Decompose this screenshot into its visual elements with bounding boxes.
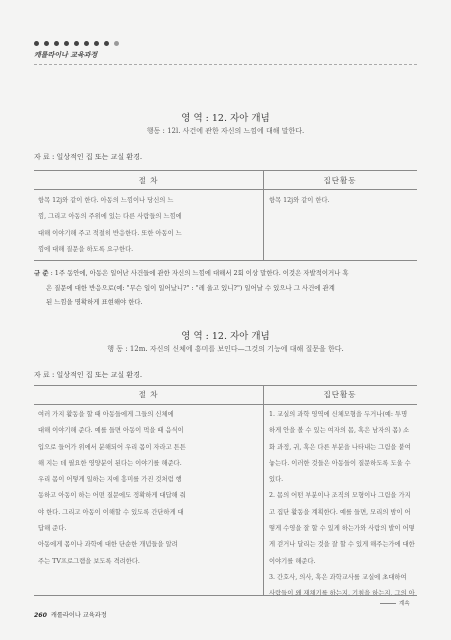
text-line: 하게 안을 볼 수 있는 여자의 몸, 혹은 남자의 몸) 소 (269, 427, 410, 435)
table2-column-divider (263, 385, 264, 595)
table1-top-rule (34, 170, 417, 171)
section2-title: 영 역 : 12. 자아 개념 (181, 331, 270, 342)
text-line: 항목 12j와 같이 한다. (269, 197, 330, 204)
criteria-text: 은 질문에 대한 반응으로(예: "무슨 일이 일어났니?" : "레 울고 있니?") 일어날 수 있으나 그 사건에 관계 (46, 283, 335, 292)
table2-group-header: 집단활동 (323, 390, 357, 399)
page-footer (34, 610, 107, 619)
text-line: 3. 간호사, 의사, 혹은 과학교사를 교실에 초대하여 (269, 573, 407, 581)
text-line: 입으로 들어가 위에서 분해되어 우리 몸이 자라고 튼튼 (38, 443, 186, 451)
text-line: 아동에게 몸이나 과학에 대한 단순한 개념들을 알려 (38, 541, 178, 549)
header-decoration-dots (34, 41, 119, 46)
table2-procedure-header: 절 차 (138, 390, 159, 399)
text-line: 주는 TV프로그램을 보도록 격려한다. (38, 557, 140, 565)
table1-procedure-header: 절 차 (138, 176, 159, 185)
running-header: 캐롤라이나 교육과정 (34, 51, 98, 59)
text-line: 놓는다. 이러한 것들은 아동들이 질문하도록 도울 수 (269, 459, 411, 467)
table1-bottom-rule (34, 260, 417, 261)
table2-procedure-cell (38, 407, 258, 570)
text-line: 야 한다. 그리고 아동이 이해할 수 있도록 간단하게 대 (38, 508, 184, 516)
text-line: 여러 가지 활동을 할 때 아동들에게 그들의 신체에 (38, 411, 174, 418)
table1-column-divider (263, 170, 264, 260)
table1-group-header: 집단활동 (323, 176, 357, 185)
criteria-text: : 1주 동안에, 아동은 일어난 사건들에 관한 자신의 느낌에 대해서 2회 이상 말한다. 이것은 자발적이거나 혹 (50, 269, 349, 277)
text-line: 떻게 수영을 잘 할 수 있게 하는가와 사람의 발이 어떻 (269, 525, 415, 533)
section1-title: 영 역 : 12. 자아 개념 (181, 113, 270, 124)
text-line: 화 과정, 귀, 혹은 다른 부분을 나타내는 그림을 붙여 (269, 443, 411, 451)
section2-activity: 행 동 : 12m. 자신의 신체에 흥미를 보인다—그것의 기능에 대해 질문을 한다. (107, 345, 344, 353)
table2-top-rule (34, 385, 417, 386)
section1-activity: 행동 : 12l. 사건에 관한 자신의 느낌에 대해 말한다. (146, 127, 305, 135)
text-line: 있다. (269, 476, 284, 484)
text-line: 1. 교실의 과학 영역에 신체모형을 두거나(예: 투명 (269, 411, 408, 418)
text-line: 대해 이야기해 준다. 예를 들면 아동이 먹을 때 음식이 (38, 427, 184, 435)
criteria-text: 된 느낌을 명확하게 표현해야 한다. (46, 298, 143, 306)
page-number: 260 (34, 612, 47, 619)
criteria-label: 규 준 (34, 269, 49, 277)
text-line: 대해 이야기해 주고 적절히 반응한다. 또한 아동이 느 (38, 229, 182, 237)
table2-group-cell (269, 407, 415, 603)
table1-procedure-cell (38, 193, 258, 258)
text-line: 우리 몸이 어떻게 일하는 지에 흥미를 가진 것처럼 행 (38, 476, 182, 484)
text-line: 답해 준다. (38, 525, 67, 533)
text-line: 이야기를 해준다. (269, 557, 316, 565)
text-line: 동하고 아동이 하는 어떤 질문에도 정확하게 대답해 줘 (38, 492, 186, 500)
table1-group-cell (269, 193, 415, 209)
footer-book-title: 캐롤라이나 교육과정 (50, 612, 107, 619)
text-line: 2. 몸의 어떤 부분이나 조직의 모형이나 그림을 가지 (269, 492, 411, 500)
section1-criteria (34, 266, 417, 310)
text-line: 항목 12j와 같이 한다. 아동의 느낌이나 당신의 느 (38, 197, 174, 204)
section1-material: 자 료 : 일상적인 집 또는 교실 환경. (34, 153, 143, 161)
table2-header-rule (34, 404, 417, 405)
text-line: 고 집단 활동을 계획한다. 예를 들면, 모리의 밤이 어 (269, 508, 411, 516)
table1-header-rule (34, 189, 417, 190)
text-line: 게 걷거나 달리는 것을 잘 할 수 있게 해주는가에 대한 (269, 541, 415, 549)
text-line: 낌, 그리고 아동의 주위에 있는 다른 사람들의 느낌에 (38, 213, 182, 221)
header-divider (34, 64, 417, 65)
section2-material: 자 료 : 일상적인 집 또는 교실 환경. (34, 371, 143, 379)
table2-bottom-rule (34, 595, 417, 596)
text-line: 낌에 대해 질문을 하도록 요구한다. (38, 245, 134, 253)
text-line: 해 지는 데 필요한 영양분이 된다는 이야기를 해준다. (38, 459, 182, 467)
text-line: 사람들이 왜 재채기를 하는지, 기침을 하는지, 그의 아 (269, 590, 415, 598)
continued-note: 계속 (380, 599, 410, 607)
